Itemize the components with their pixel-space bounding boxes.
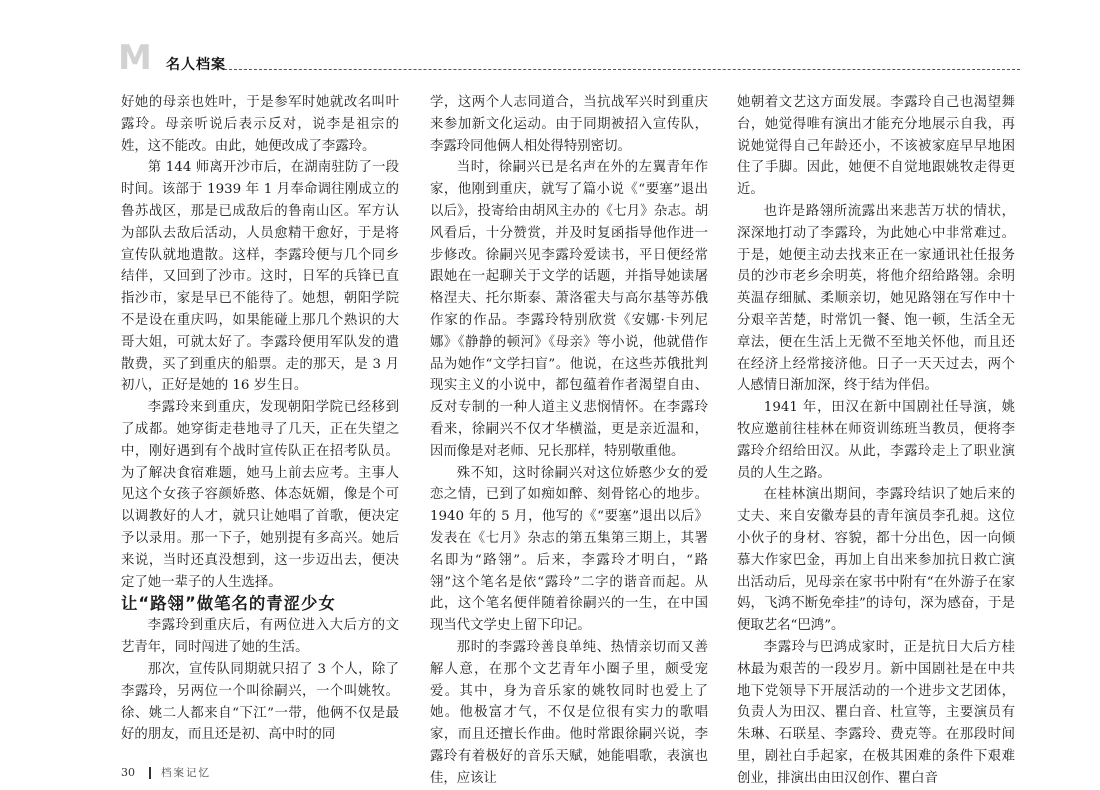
paragraph: 第 144 师离开沙市后，在湖南驻防了一段时间。该部于 1939 年 1 月奉命调往刚成立的鲁苏战区，那是已成敌后的鲁南山区。军方认为部队去敌后活动，人员愈精干愈好，于是将宣传队就地遣散。这样，李露玲便与几个同乡结伴，又回到了沙市。这时，日军的兵锋已直指沙市，家是早已不能待了。她想，朝阳学院不是设在重庆吗，如果能碰上那几个熟识的大哥大姐，可就太好了。李露玲便用军队发的遣散费，买了到重庆的船票。走的那天，是 3 月初八，正好是她的 16 岁生日。: [121, 160, 399, 394]
text-column-1: [121, 92, 399, 743]
paragraph: 当时，徐嗣兴已是名声在外的左翼青年作家，他刚到重庆，就写了篇小说《“要塞”退出以后》，投寄给由胡风主办的《七月》杂志。胡风看后，十分赞赏，并及时复函指导他作进一步修改。徐嗣兴见李露玲爱读书，平日便经常跟她在一起聊关于文学的话题，并指导她读屠格涅夫、托尔斯泰、萧洛霍夫与高尔基等苏俄作家的作品。李露玲特别欣赏《安娜·卡列尼娜》《静静的顿河》《母亲》等小说，他就借作品为她作“文学扫盲”。他说，在这些苏俄批判现实主义的小说中，都包蕴着作者渴望自由、反对专制的一种人道主义悲悯情怀。在李露玲看来，徐嗣兴不仅才华横溢，更是亲近温和，因而像是对老师、兄长那样，特别敬重他。: [430, 160, 708, 459]
section-title: 名人档案: [166, 57, 226, 73]
paragraph: 学，这两个人志同道合，当抗战军兴时到重庆来参加新文化运动。由于同期被招入宣传队，李露玲同他俩人相处得特别密切。: [430, 95, 708, 154]
section-logo-m: M: [118, 38, 151, 78]
magazine-name: 档案记忆: [161, 767, 211, 779]
page-footer: [121, 765, 211, 780]
paragraph: 1941 年，田汉在新中国剧社任导演，姚牧应邀前往桂林在师资训练班当教员，便将李露玲介绍给田汉。从此，李露玲走上了职业演员的人生之路。: [737, 400, 1015, 481]
text-column-3: [737, 92, 1015, 786]
footer-divider: [149, 767, 151, 779]
page-header: [104, 38, 1020, 78]
paragraph: 李露玲来到重庆，发现朝阳学院已经移到了成都。她穿街走巷地寻了几天，正在失望之中，刚好遇到有个战时宣传队正在招考队员。为了解决食宿难题，她马上前去应考。主事人见这个女孩子容颜娇憨、体态妩媚，像是个可以调教好的人才，就只让她唱了首歌，便决定予以录用。那一下子，她别提有多高兴。她后来说，当时还真没想到，这一步迈出去，便决定了她一辈子的人生选择。: [121, 400, 399, 590]
text-column-2: [430, 92, 708, 786]
paragraph: 也许是路翎所流露出来悲苦万状的情状，深深地打动了李露玲，为此她心中非常难过。于是，她便主动去找来正在一家通讯社任报务员的沙市老乡余明英，将他介绍给路翎。余明英温存细腻、柔顺亲切，她见路翎在写作中十分艰辛苦楚，时常饥一餐、饱一顿，生活全无章法，便在生活上无微不至地关怀他，而且还在经济上经常接济他。日子一天天过去，两个人感情日渐加深，终于结为伴侣。: [737, 203, 1015, 394]
section-heading: 让“路翎”做笔名的青涩少女: [121, 594, 336, 614]
paragraph: 李露玲到重庆后，有两位进入大后方的文艺青年，同时闯进了她的生活。: [121, 618, 399, 656]
paragraph: 好她的母亲也姓叶，于是参军时她就改名叫叶露玲。母亲听说后表示反对，说李是祖宗的姓，这不能改。由此，她便改成了李露玲。: [121, 95, 399, 154]
paragraph: 那次，宣传队同期就只招了 3 个人，除了李露玲，另两位一个叫徐嗣兴，一个叫姚牧。徐、姚二人都来自“下江”一带，他俩不仅是最好的朋友，而且还是初、高中时的同: [121, 661, 399, 743]
paragraph: 在桂林演出期间，李露玲结识了她后来的丈夫、来自安徽寿县的青年演员李孔昶。这位小伙子的身材、容貌，都十分出色，因一向倾慕大作家巴金，再加上自出来参加抗日救亡演出活动后，见母亲在家书中附有“在外游子在家妈，飞鸿不断免牵挂”的诗句，深为感奋，于是便取艺名“巴鸿”。: [737, 487, 1015, 634]
page-number: 30: [121, 766, 135, 779]
paragraph: 李露玲与巴鸿成家时，正是抗日大后方桂林最为艰苦的一段岁月。新中国剧社是在中共地下党领导下开展活动的一个进步文艺团体，负责人为田汉、瞿白音、杜宣等，主要演员有朱琳、石联星、李露玲、费克等。在那段时间里，剧社白手起家，在极其困难的条件下艰难创业，排演出由田汉创作、瞿白音: [737, 639, 1015, 786]
header-divider: [224, 69, 1020, 70]
paragraph: 殊不知，这时徐嗣兴对这位娇憨少女的爱恋之情，已到了如痴如醉、刻骨铭心的地步。1940 年的 5 月，他写的《“要塞”退出以后》发表在《七月》杂志的第五集第三期上，其署名即为“路翎”。后来，李露玲才明白，“路翎”这个笔名是依“露玲”二字的谐音而起。从此，这个笔名便伴随着徐嗣兴的一生，在中国现当代文学史上留下印记。: [430, 465, 708, 634]
paragraph: 她朝着文艺这方面发展。李露玲自己也渴望舞台，她觉得唯有演出才能充分地展示自我，再说她觉得自己年龄还小，不该被家庭早早地困住了手脚。因此，她便不自觉地跟姚牧走得更近。: [737, 95, 1015, 198]
paragraph: 那时的李露玲善良单纯、热情亲切而又善解人意，在那个文艺青年小圈子里，颇受宠爱。其中，身为音乐家的姚牧同时也爱上了她。他极富才气，不仅是位很有实力的歌唱家，而且还擅长作曲。他时常跟徐嗣兴说，李露玲有着极好的音乐天赋，她能唱歌，表演也佳，应该让: [430, 639, 708, 786]
